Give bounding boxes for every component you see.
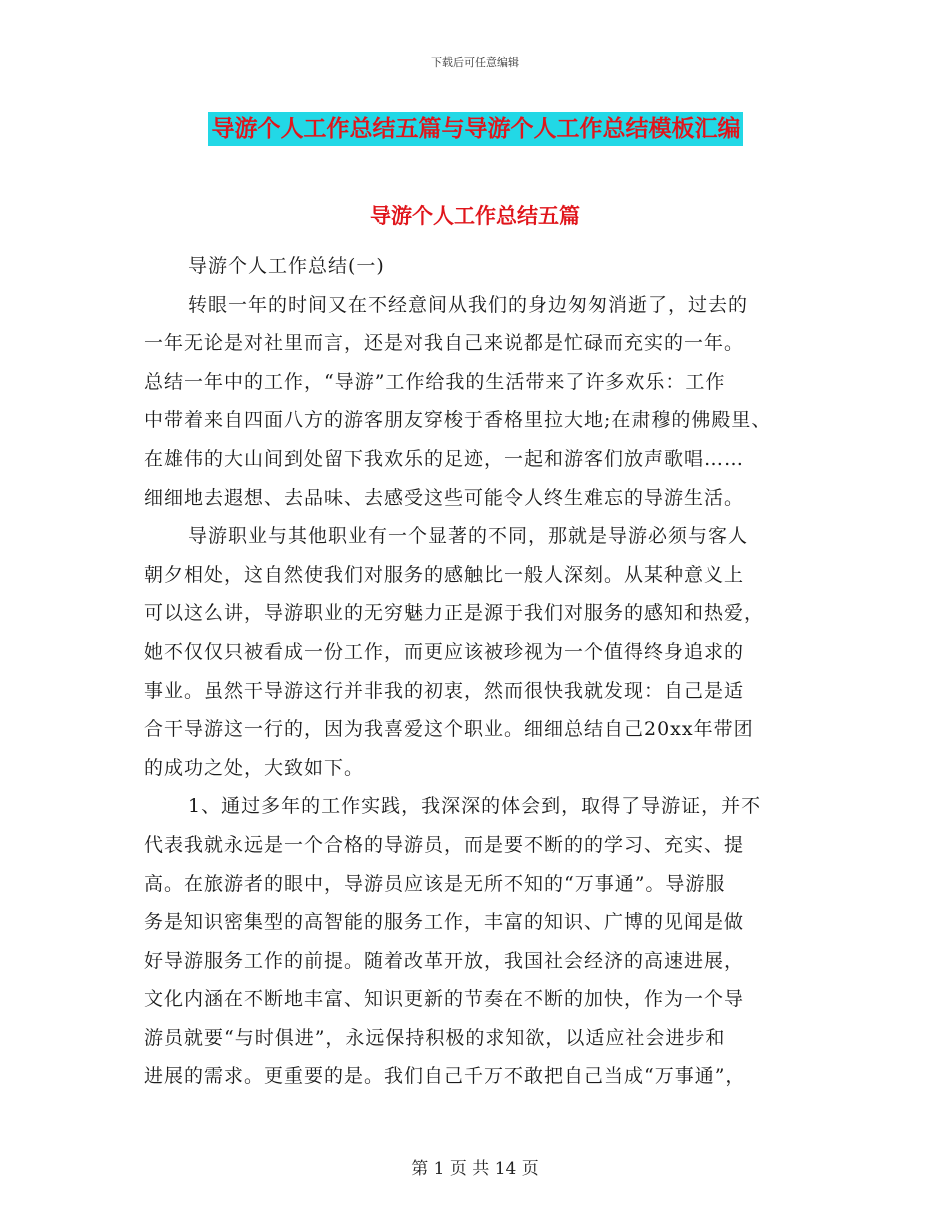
paragraph-line: 一年无论是对社里而言，还是对我自己来说都是忙碌而充实的一年。 <box>144 332 745 355</box>
paragraph-line: 合干导游这一行的，因为我喜爱这个职业。细细总结自己20xx年带团 <box>144 718 754 741</box>
page-header-note: 下载后可任意编辑 <box>431 56 519 69</box>
paragraph-line: 总结一年中的工作，“导游”工作给我的生活带来了许多欢乐：工作 <box>144 370 726 393</box>
paragraph-line: 代表我就永远是一个合格的导游员，而是要不断的的学习、充实、提 <box>144 833 745 856</box>
paragraph-line: 她不仅仅只被看成一份工作，而更应该被珍视为一个值得终身追求的 <box>144 640 745 663</box>
paragraph-line: 进展的需求。更重要的是。我们自己千万不敢把自己当成“万事通”， <box>144 1065 746 1088</box>
document-body <box>144 247 824 1096</box>
paragraph-line: 朝夕相处，这自然使我们对服务的感触比一般人深刻。从某种意义上 <box>144 563 745 586</box>
main-title-container <box>0 112 950 146</box>
paragraph-line: 中带着来自四面八方的游客朋友穿梭于香格里拉大地;在肃穆的佛殿里、 <box>144 409 772 432</box>
paragraph-line: 务是知识密集型的高智能的服务工作，丰富的知识、广博的见闻是做 <box>144 911 745 934</box>
paragraph-line: 1、通过多年的工作实践，我深深的体会到，取得了导游证，并不 <box>188 795 762 818</box>
paragraph-line: 游员就要“与时俱进”，永远保持积极的求知欲，以适应社会进步和 <box>144 1026 726 1049</box>
paragraph-line: 在雄伟的大山间到处留下我欢乐的足迹，一起和游客们放声歌唱…… <box>144 447 745 470</box>
section-title: 导游个人工作总结五篇 <box>370 204 580 228</box>
subheading: 导游个人工作总结(一) <box>188 255 385 277</box>
paragraph-line: 可以这么讲，导游职业的无穷魅力正是源于我们对服务的感知和热爱， <box>144 602 765 625</box>
paragraph-line: 细细地去遐想、去品味、去感受这些可能令人终生难忘的导游生活。 <box>144 486 745 509</box>
page-number-footer: 第 1 页 共 14 页 <box>411 1159 539 1179</box>
paragraph-line: 转眼一年的时间又在不经意间从我们的身边匆匆消逝了，过去的 <box>188 293 749 316</box>
paragraph-line: 导游职业与其他职业有一个显著的不同，那就是导游必须与客人 <box>188 525 749 548</box>
paragraph-line: 文化内涵在不断地丰富、知识更新的节奏在不断的加快，作为一个导 <box>144 988 745 1011</box>
paragraph-line: 好导游服务工作的前提。随着改革开放，我国社会经济的高速进展， <box>144 949 745 972</box>
paragraph-line: 高。在旅游者的眼中，导游员应该是无所不知的“万事通”。导游服 <box>144 872 726 895</box>
paragraph-line: 的成功之处，大致如下。 <box>144 756 365 779</box>
main-title: 导游个人工作总结五篇与导游个人工作总结模板汇编 <box>208 112 743 146</box>
paragraph-line: 事业。虽然干导游这行并非我的初衷，然而很快我就发现：自己是适 <box>144 679 745 702</box>
